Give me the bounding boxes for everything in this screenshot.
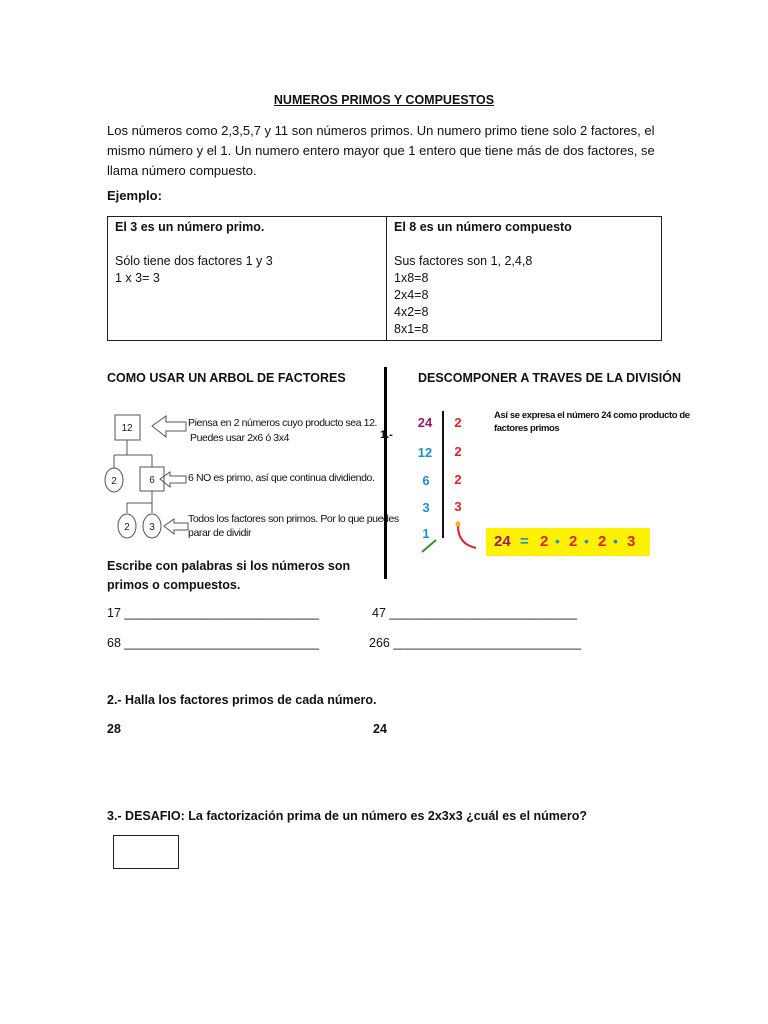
composite-example-line: 8x1=8: [394, 322, 429, 336]
result-dot: •: [584, 533, 589, 549]
tree-node-label: 2: [124, 522, 130, 533]
tree-note: parar de dividir: [188, 527, 252, 539]
result-dot: •: [613, 533, 618, 549]
page-title: NUMEROS PRIMOS Y COMPUESTOS: [273, 93, 495, 107]
q2-number: 28: [107, 722, 121, 736]
q2-number: 24: [373, 722, 387, 736]
check-stroke-icon: [422, 540, 436, 552]
result-factor: 2: [569, 533, 578, 550]
tree-note: Puedes usar 2x6 ó 3x4: [190, 432, 290, 444]
ladder-dividend: 3: [422, 500, 430, 515]
composite-example-line: Sus factores son 1, 2,4,8: [394, 254, 533, 268]
arrow-tip-icon: [456, 522, 461, 527]
ladder-dividend: 1: [422, 526, 430, 541]
q2-prompt: 2.- Halla los factores primos de cada número.: [107, 693, 377, 707]
factor-tree-heading: COMO USAR UN ARBOL DE FACTORES: [107, 371, 346, 385]
example-label: Ejemplo:: [107, 188, 162, 203]
division-note: [494, 409, 690, 435]
section-divider: [384, 367, 387, 579]
example-table: [107, 216, 662, 341]
prime-example-heading: El 3 es un número primo.: [115, 220, 265, 234]
q1-marker: 1.-: [380, 429, 393, 441]
ladder-divisor: 2: [454, 472, 462, 487]
composite-example-line: 4x2=8: [394, 305, 429, 319]
composite-example-line: 1x8=8: [394, 271, 429, 285]
prime-example-line: Sólo tiene dos factores 1 y 3: [115, 254, 273, 268]
composite-example-heading: El 8 es un número compuesto: [394, 220, 572, 234]
arrow-icon: [164, 519, 188, 534]
result-factor: 2: [540, 533, 549, 550]
result-number: 24: [494, 533, 511, 550]
intro-paragraph: Los números como 2,3,5,7 y 11 son números primos. Un numero primo tiene solo 2 factores, el mismo número y el 1. Un numero entero mayor que 1 entero que tiene más de dos factores, se llama número compuesto.: [107, 123, 655, 178]
result-dot: •: [555, 533, 560, 549]
result-equals: =: [520, 533, 529, 550]
tree-node-label: 6: [149, 475, 155, 486]
tree-note: Piensa en 2 números cuyo producto sea 12.: [188, 417, 378, 429]
tree-note: Todos los factores son primos. Por lo que puedes: [188, 513, 399, 525]
ladder-divisor: 2: [454, 444, 462, 459]
prime-example-line: 1 x 3= 3: [115, 271, 160, 285]
q1-item[interactable]: 68 ____________________________: [107, 636, 320, 650]
q1-prompt: Escribe con palabras si los números son primos o compuestos.: [107, 559, 351, 592]
ladder-dividend: 6: [422, 473, 430, 488]
division-note-line: factores primos: [494, 423, 560, 434]
curved-arrow-icon: [458, 526, 476, 548]
prime-example-cell: [108, 217, 387, 341]
ladder-divisor: 2: [454, 415, 462, 430]
q3-prompt: 3.- DESAFIO: La factorización prima de un número es 2x3x3 ¿cuál es el número?: [107, 809, 587, 823]
tree-node-label: 3: [149, 522, 155, 533]
ladder-dividend: 24: [417, 415, 433, 430]
result-banner: [486, 528, 650, 556]
arrow-icon: [152, 416, 186, 437]
ladder-divisor: 3: [454, 499, 462, 514]
q3-answer-box[interactable]: [113, 835, 179, 869]
tree-node-label: 2: [111, 476, 117, 487]
result-factor: 2: [598, 533, 607, 550]
division-heading: DESCOMPONER A TRAVES DE LA DIVISIÓN: [418, 371, 681, 385]
division-note-line: Así se expresa el número 24 como producto de: [494, 410, 690, 421]
q1-item[interactable]: 17 ____________________________: [107, 606, 320, 620]
tree-node-label: 12: [121, 423, 133, 434]
q1-item[interactable]: 266 ___________________________: [369, 636, 582, 650]
composite-example-line: 2x4=8: [394, 288, 429, 302]
q1-item[interactable]: 47 ___________________________: [372, 606, 578, 620]
result-factor: 3: [627, 533, 636, 550]
ladder-dividend: 12: [417, 445, 433, 460]
tree-note: 6 NO es primo, así que continua dividiendo.: [188, 472, 375, 484]
ladder-decoration: [418, 518, 488, 558]
composite-example-cell: [387, 217, 662, 341]
